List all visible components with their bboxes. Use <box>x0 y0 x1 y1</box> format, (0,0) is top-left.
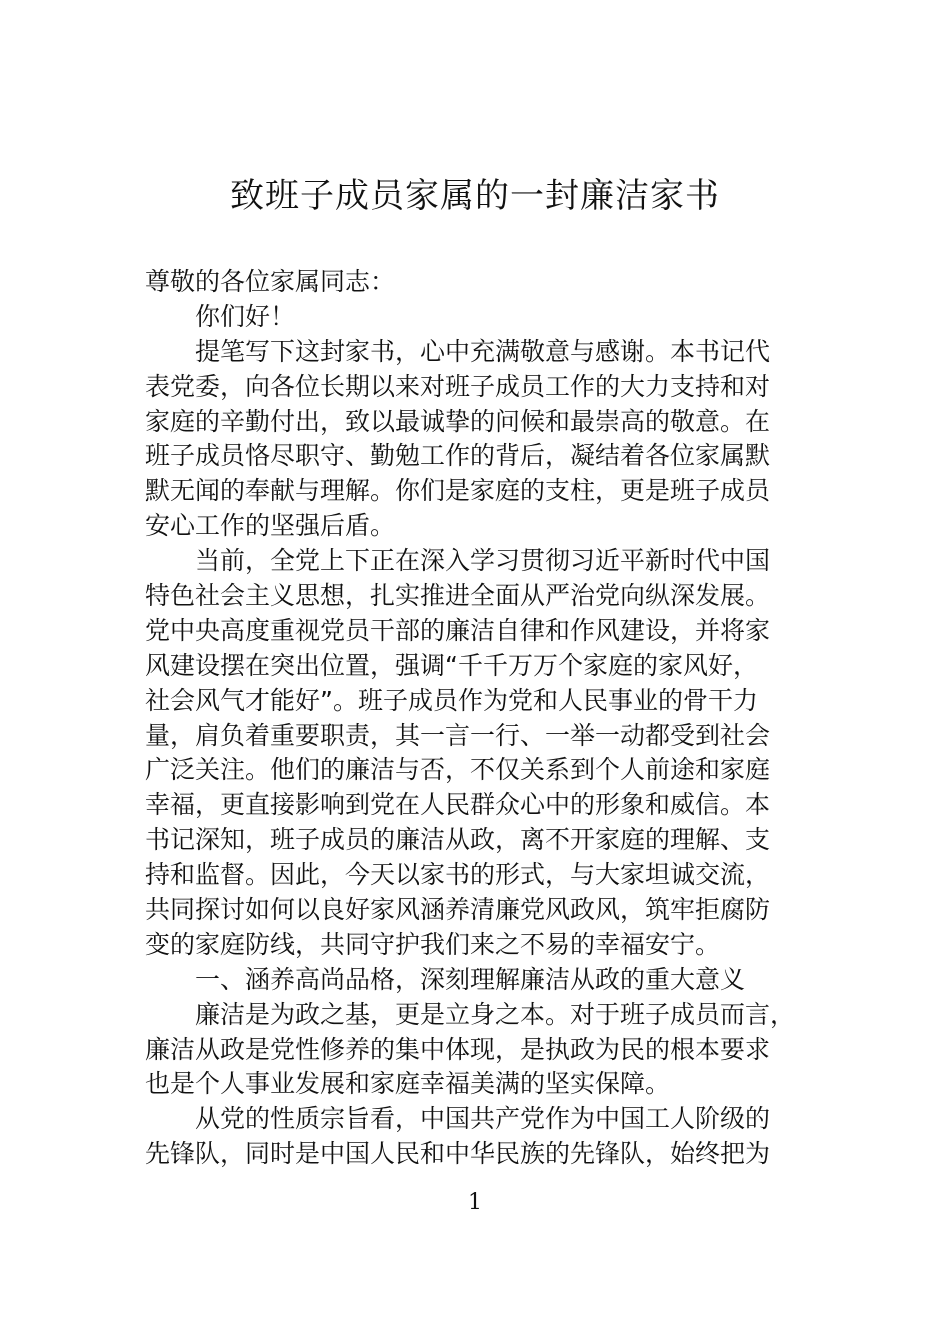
paragraph-2-line: 社会风气才能好”。班子成员作为党和人民事业的骨干力 <box>145 685 758 715</box>
paragraph-3-line: 廉洁是为政之基，更是立身之本。对于班子成员而言， <box>195 999 796 1029</box>
paragraph-2-line: 共同探讨如何以良好家风涵养清廉党风政风，筑牢拒腐防 <box>145 895 771 925</box>
paragraph-4-line: 先锋队，同时是中国人民和中华民族的先锋队，始终把为 <box>145 1139 771 1169</box>
paragraph-2-line: 党中央高度重视党员干部的廉洁自律和作风建设，并将家 <box>145 615 771 645</box>
paragraph-2-line: 特色社会主义思想，扎实推进全面从严治党向纵深发展。 <box>145 581 771 611</box>
salutation: 尊敬的各位家属同志： <box>145 267 396 296</box>
paragraph-3-line: 廉洁从政是党性修养的集中体现，是执政为民的根本要求 <box>145 1034 771 1064</box>
paragraph-2-line: 量，肩负着重要职责，其一言一行、一举一动都受到社会 <box>145 720 771 750</box>
paragraph-2-line: 风建设摆在突出位置，强调“千千万万个家庭的家风好， <box>145 650 758 680</box>
paragraph-1-line: 班子成员恪尽职守、勤勉工作的背后，凝结着各位家属默 <box>145 441 771 471</box>
paragraph-3-line: 也是个人事业发展和家庭幸福美满的坚实保障。 <box>145 1069 671 1099</box>
paragraph-2-line: 变的家庭防线，共同守护我们来之不易的幸福安宁。 <box>145 929 721 959</box>
paragraph-2-line: 广泛关注。他们的廉洁与否，不仅关系到个人前途和家庭 <box>145 755 771 785</box>
paragraph-4-line: 从党的性质宗旨看，中国共产党作为中国工人阶级的 <box>195 1104 771 1134</box>
paragraph-2-line: 幸福，更直接影响到党在人民群众心中的形象和威信。本 <box>145 790 771 820</box>
greeting: 你们好！ <box>195 301 296 331</box>
paragraph-1-line: 表党委，向各位长期以来对班子成员工作的大力支持和对 <box>145 371 771 401</box>
document-title: 致班子成员家属的一封廉洁家书 <box>230 176 720 216</box>
letter-body <box>145 265 810 1172</box>
paragraph-2-line: 持和监督。因此，今天以家书的形式，与大家坦诚交流， <box>145 860 771 890</box>
paragraph-2-line: 当前，全党上下正在深入学习贯彻习近平新时代中国 <box>195 546 771 576</box>
paragraph-1-line: 安心工作的坚强后盾。 <box>145 511 396 541</box>
paragraph-1-line: 家庭的辛勤付出，致以最诚挚的问候和最崇高的敬意。在 <box>145 406 771 436</box>
paragraph-2-line: 书记深知，班子成员的廉洁从政，离不开家庭的理解、支 <box>145 825 771 855</box>
paragraph-1-line: 默无闻的奉献与理解。你们是家庭的支柱，更是班子成员 <box>145 476 771 506</box>
paragraph-1-line: 提笔写下这封家书，心中充满敬意与感谢。本书记代 <box>195 336 771 366</box>
section-heading-1: 一、涵养高尚品格，深刻理解廉洁从政的重大意义 <box>195 964 746 994</box>
page-number: 1 <box>468 1190 482 1215</box>
